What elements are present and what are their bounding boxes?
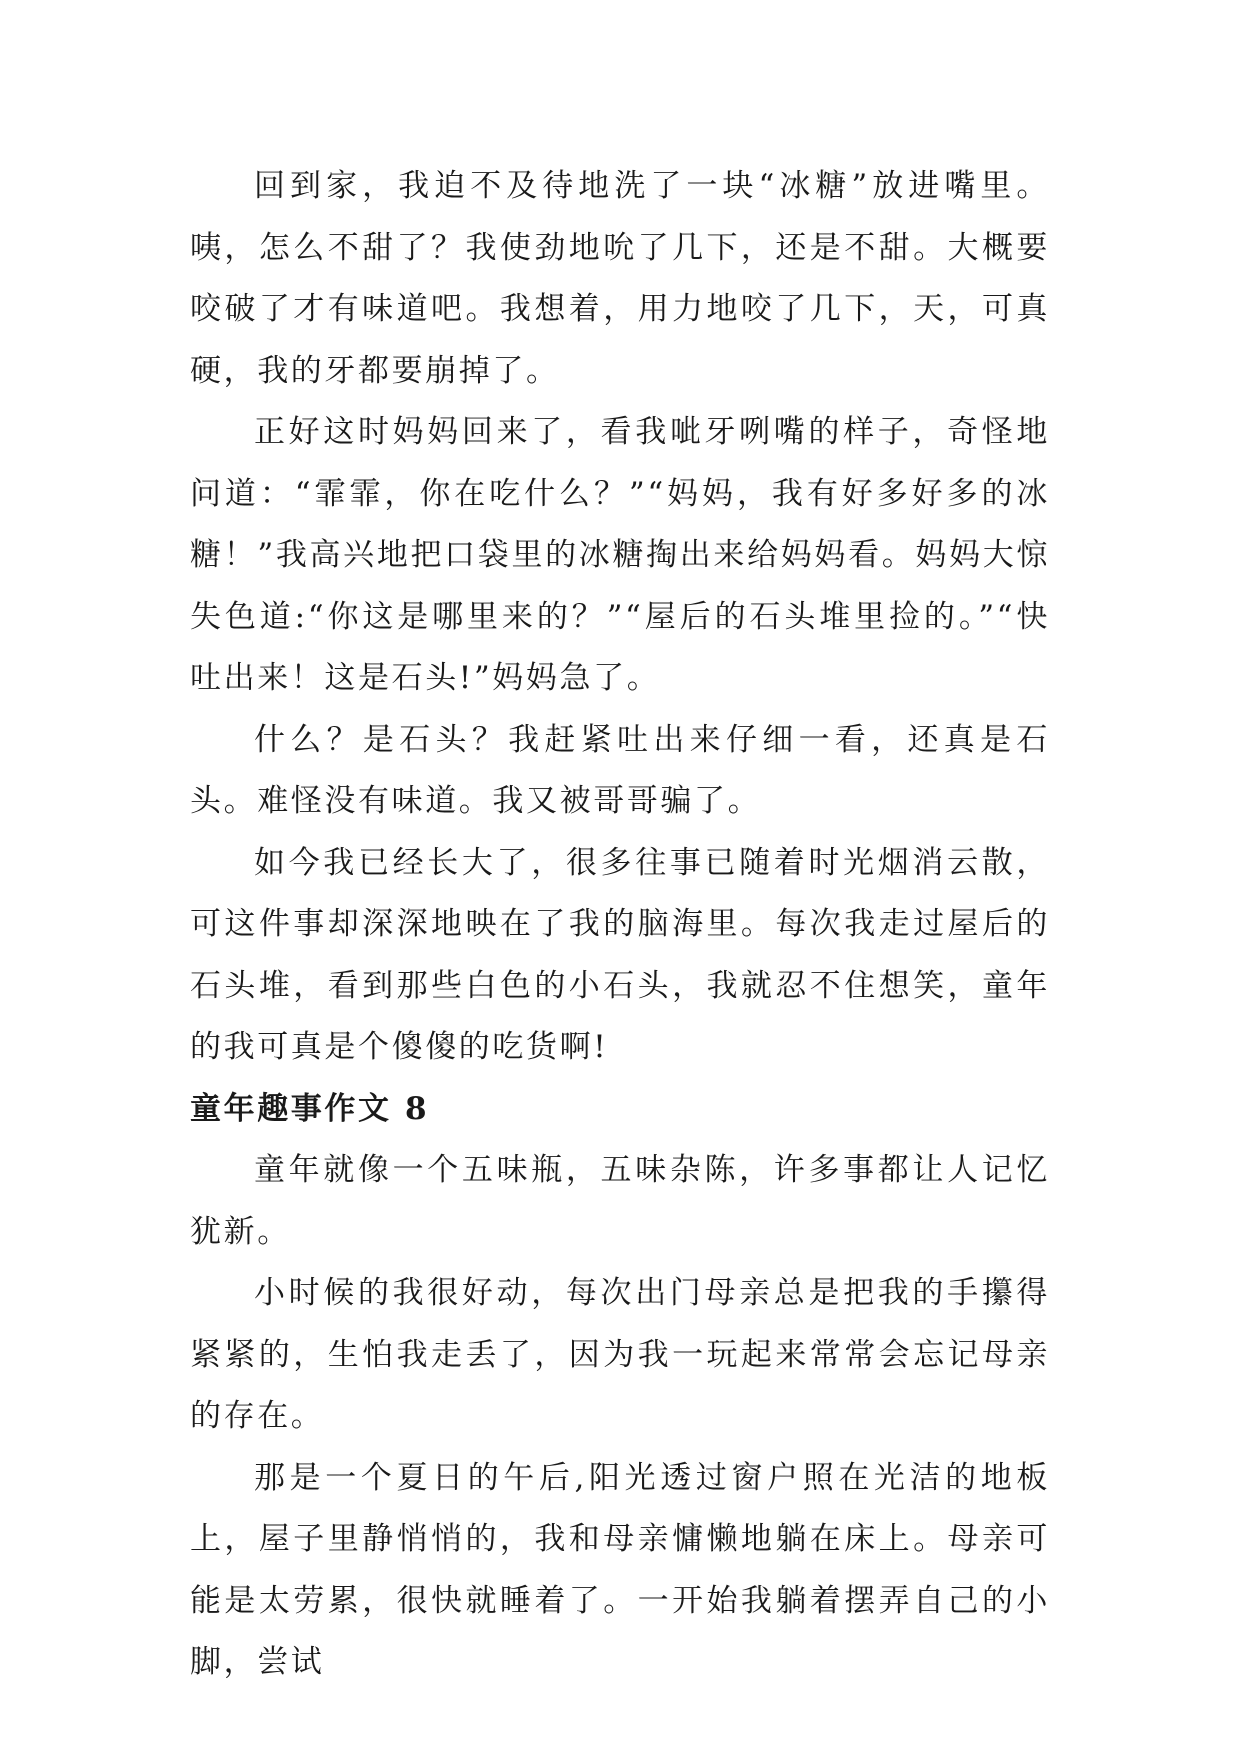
paragraph-6: 小时候的我很好动，每次出门母亲总是把我的手攥得紧紧的，生怕我走丢了，因为我一玩起来常常会忘记母亲的存在。 [190,1275,1050,1434]
paragraph-3: 什么？是石头？我赶紧吐出来仔细一看，还真是石头。难怪没有味道。我又被哥哥骗了。 [190,721,1050,819]
paragraph-4: 如今我已经长大了，很多往事已随着时光烟消云散，可这件事却深深地映在了我的脑海里。每次我走过屋后的石头堆，看到那些白色的小石头，我就忍不住想笑，童年的我可真是个傻傻的吃货啊! [190,844,1050,1065]
document-page [190,156,1050,1694]
paragraph-5: 童年就像一个五味瓶，五味杂陈，许多事都让人记忆犹新。 [190,1152,1050,1250]
section-heading: 童年趣事作文 8 [190,1090,430,1127]
paragraph-7: 那是一个夏日的午后,阳光透过窗户照在光洁的地板上，屋子里静悄悄的，我和母亲慵懒地躺在床上。母亲可能是太劳累，很快就睡着了。一开始我躺着摆弄自己的小脚，尝试 [190,1459,1050,1680]
paragraph-2: 正好这时妈妈回来了，看我呲牙咧嘴的样子，奇怪地问道：“霏霏，你在吃什么？”“妈妈，我有好多好多的冰糖！”我高兴地把口袋里的冰糖掏出来给妈妈看。妈妈大惊失色道:“你这是哪里来的？”“屋后的石头堆里捡的。”“快吐出来！这是石头!”妈妈急了。 [190,414,1050,696]
paragraph-1: 回到家，我迫不及待地洗了一块“冰糖”放进嘴里。咦，怎么不甜了？我使劲地吮了几下，还是不甜。大概要咬破了才有味道吧。我想着，用力地咬了几下，天，可真硬，我的牙都要崩掉了。 [190,168,1050,389]
